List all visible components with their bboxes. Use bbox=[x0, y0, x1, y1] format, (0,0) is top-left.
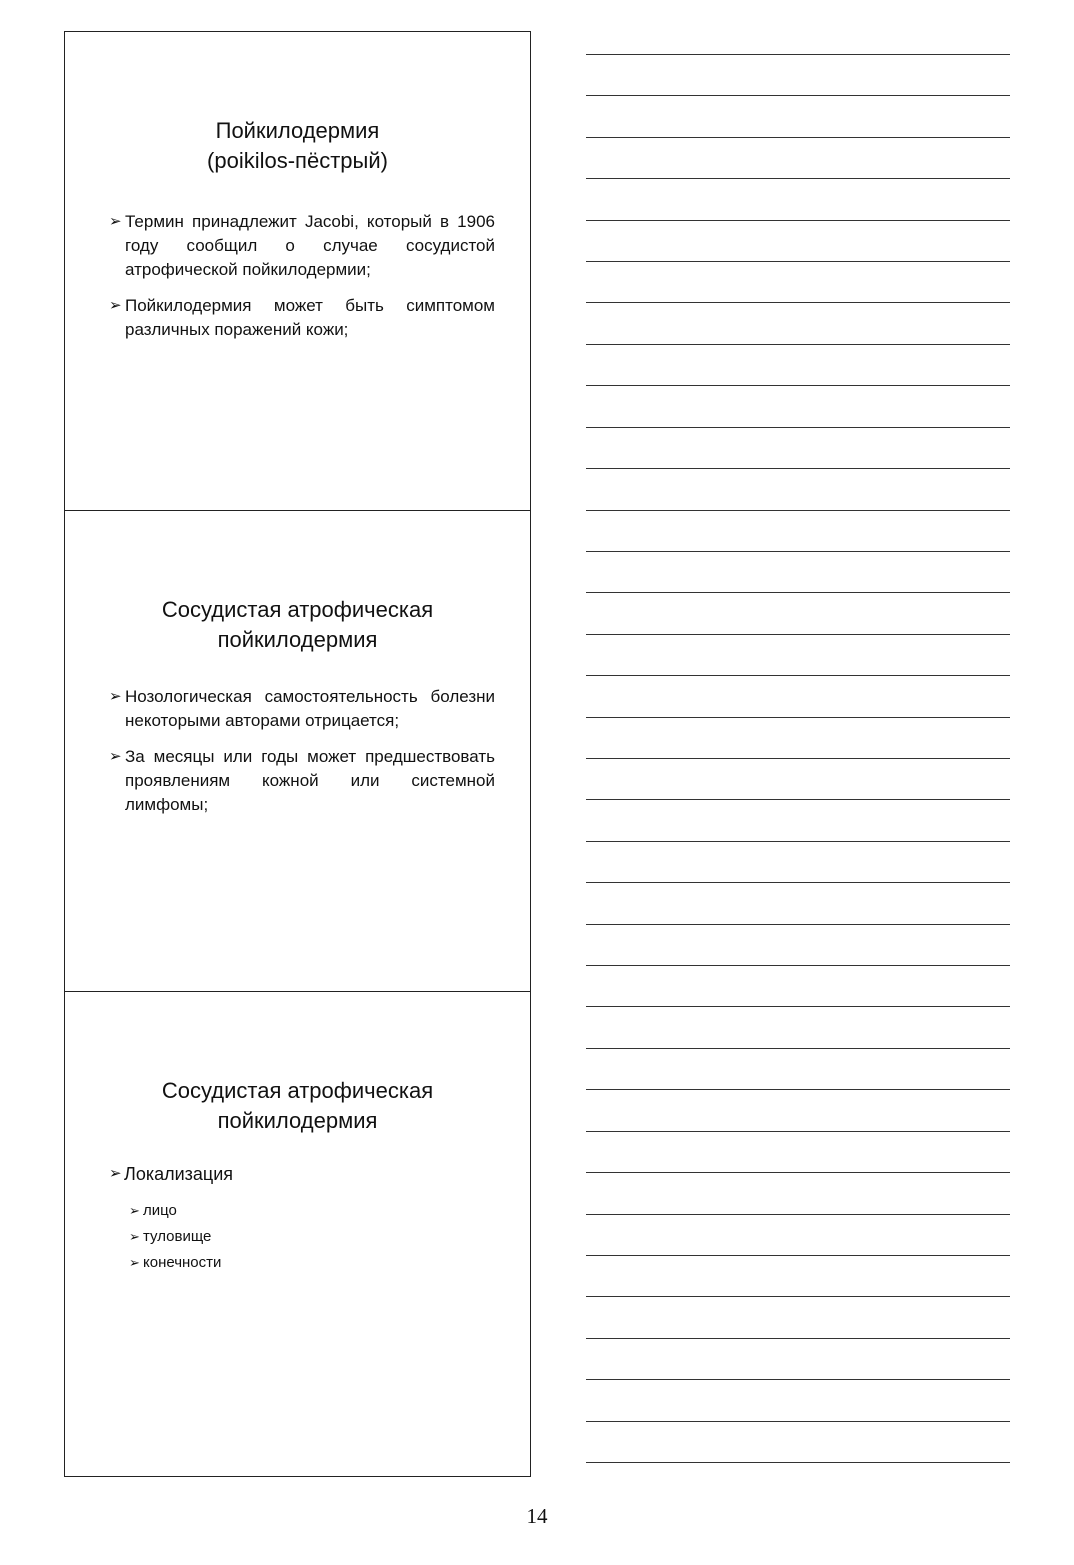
note-line bbox=[586, 592, 1010, 593]
slide-title-line: Сосудистая атрофическая bbox=[161, 597, 434, 622]
arrowhead-bullet-icon: ➢ bbox=[109, 213, 122, 230]
note-line bbox=[586, 344, 1010, 345]
note-line bbox=[586, 1255, 1010, 1256]
note-line bbox=[586, 468, 1010, 469]
note-line bbox=[586, 882, 1010, 883]
note-line bbox=[586, 924, 1010, 925]
note-line bbox=[586, 1048, 1010, 1049]
bullet-text: Нозологическая самостоятельность болезни некоторыми авторами отрицается; bbox=[125, 687, 495, 730]
bullet-item bbox=[109, 745, 495, 817]
note-line bbox=[586, 1214, 1010, 1215]
arrowhead-bullet-icon: ➢ bbox=[109, 1165, 122, 1182]
sub-bullet-item bbox=[129, 1250, 221, 1276]
slide-title bbox=[65, 1076, 530, 1136]
note-line bbox=[586, 1296, 1010, 1297]
note-line bbox=[586, 799, 1010, 800]
note-line bbox=[586, 1131, 1010, 1132]
note-line bbox=[586, 302, 1010, 303]
slide-title-line: (poikilos-пёстрый) bbox=[207, 148, 388, 173]
note-line bbox=[586, 1462, 1010, 1463]
sub-bullet-text: туловище bbox=[143, 1228, 212, 1245]
arrowhead-bullet-icon: ➢ bbox=[129, 1203, 140, 1218]
note-line bbox=[586, 841, 1010, 842]
bullet-item bbox=[109, 294, 495, 342]
note-line bbox=[586, 1089, 1010, 1090]
note-line bbox=[586, 220, 1010, 221]
note-line bbox=[586, 178, 1010, 179]
sub-bullet-text: лицо bbox=[143, 1202, 177, 1219]
note-line bbox=[586, 634, 1010, 635]
slide-title bbox=[65, 595, 530, 655]
note-line bbox=[586, 95, 1010, 96]
arrowhead-bullet-icon: ➢ bbox=[129, 1255, 140, 1270]
bullet-item bbox=[109, 210, 495, 282]
note-line bbox=[586, 510, 1010, 511]
slide-title-line: пойкилодермия bbox=[217, 627, 378, 652]
slide-2 bbox=[65, 510, 530, 991]
note-line bbox=[586, 137, 1010, 138]
slide-title bbox=[65, 116, 530, 176]
note-line bbox=[586, 1421, 1010, 1422]
slide-1 bbox=[65, 32, 530, 510]
note-line bbox=[586, 675, 1010, 676]
note-lines bbox=[586, 0, 1010, 1565]
arrowhead-bullet-icon: ➢ bbox=[109, 297, 122, 314]
arrowhead-bullet-icon: ➢ bbox=[109, 688, 122, 705]
slide-title-line: Пойкилодермия bbox=[215, 118, 380, 143]
slide-3 bbox=[65, 991, 530, 1476]
bullet-list bbox=[109, 210, 495, 354]
slide-title-line: пойкилодермия bbox=[217, 1108, 378, 1133]
bullet-text: Локализация bbox=[124, 1164, 234, 1184]
note-line bbox=[586, 1172, 1010, 1173]
bullet-list bbox=[109, 685, 495, 829]
note-line bbox=[586, 385, 1010, 386]
sub-bullet-item bbox=[129, 1198, 221, 1224]
note-line bbox=[586, 1338, 1010, 1339]
slide-title-line: Сосудистая атрофическая bbox=[161, 1078, 434, 1103]
arrowhead-bullet-icon: ➢ bbox=[129, 1229, 140, 1244]
sub-bullet-text: конечности bbox=[143, 1254, 222, 1271]
bullet-text: Пойкилодермия может быть симптомом различных поражений кожи; bbox=[125, 296, 495, 339]
note-line bbox=[586, 1379, 1010, 1380]
note-line bbox=[586, 1006, 1010, 1007]
note-line bbox=[586, 54, 1010, 55]
note-line bbox=[586, 261, 1010, 262]
note-line bbox=[586, 758, 1010, 759]
note-line bbox=[586, 427, 1010, 428]
sub-bullet-list bbox=[129, 1198, 221, 1276]
page-number: 14 bbox=[526, 1504, 548, 1528]
note-line bbox=[586, 717, 1010, 718]
bullet-text: Термин принадлежит Jacobi, который в 1906 году сообщил о случае сосудистой атрофической пойкилодермии; bbox=[125, 212, 495, 279]
bullet-item bbox=[109, 1162, 233, 1186]
bullet-item bbox=[109, 685, 495, 733]
bullet-text: За месяцы или годы может предшествовать проявлениям кожной или системной лимфомы; bbox=[125, 747, 495, 814]
arrowhead-bullet-icon: ➢ bbox=[109, 748, 122, 765]
slides-frame bbox=[64, 31, 531, 1477]
note-line bbox=[586, 551, 1010, 552]
note-line bbox=[586, 965, 1010, 966]
sub-bullet-item bbox=[129, 1224, 221, 1250]
